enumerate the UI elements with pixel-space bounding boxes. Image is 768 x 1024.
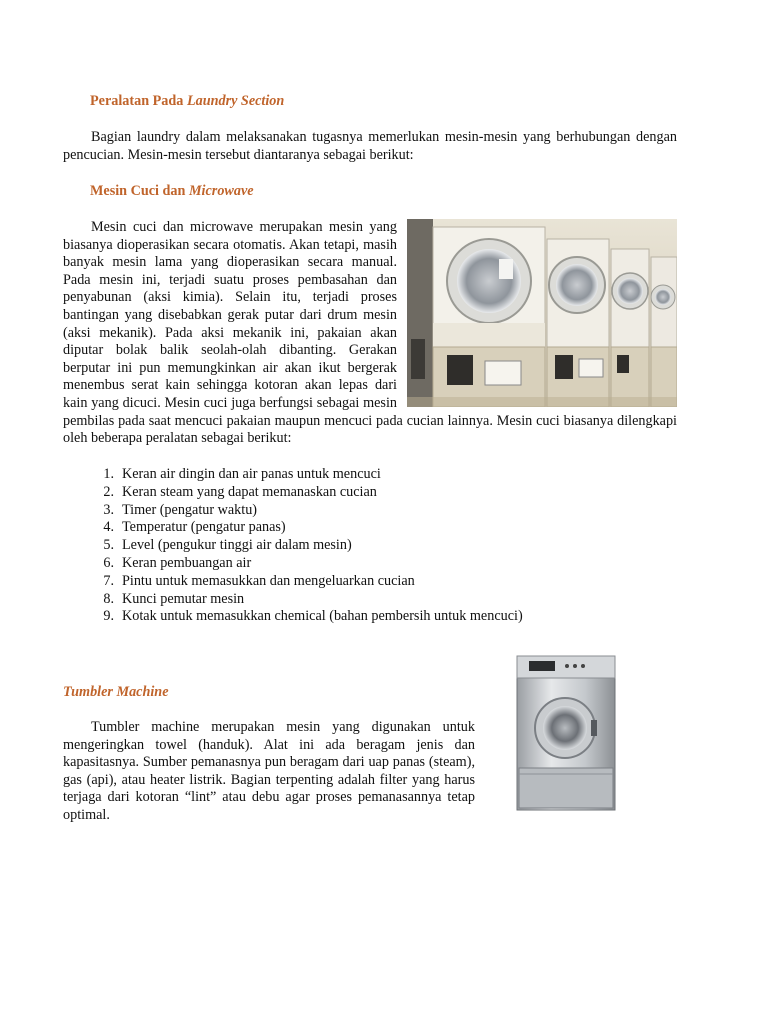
list-item: 5. Level (pengukur tinggi air dalam mesin) [103,537,352,554]
tumbler-paragraph [63,719,475,825]
washer-heading-plain: Mesin Cuci dan [90,183,186,199]
tumbler-dryer-photo [515,654,617,812]
section-heading [90,93,284,111]
list-item: 9. Kotak untuk memasukkan chemical (bahan pembersih untuk mencuci) [103,608,523,625]
washer-text: Mesin cuci dan microwave merupakan mesin yang biasanya dioperasikan secara otomatis. Akan tetapi, masih banyak mesin lama yang dioperasikan secara manual. Pada mesin ini, terjadi suatu proses pembasahan dan penyabunan (aksi kimia). Selain itu, terjadi proses bantingan yang disebabkan gerak putar dari drum mesin (aksi mekanik). Pada aksi mekanik ini, pakaian akan diputar bolak balik seolah-olah dibanting. Gerakan berputar ini pun memungkinkan air akan ikut bergerak menembus serat kain sehingga kotoran akan lepas dari kain yang dicuci. Mesin cuci juga berfungsi sebagai mesin pembilas pada saat mencuci pakaian maupun mencuci pada cucian lainnya. Mesin cuci biasanya dilengkapi oleh beberapa peralatan sebagai berikut: [63,219,677,447]
washing-machines-photo [407,219,677,407]
list-item: 8. Kunci pemutar mesin [103,590,245,607]
section-heading-italic: Laundry Section [186,93,285,109]
tumbler-heading [63,684,169,702]
equipment-list [90,466,650,626]
tumbler-heading-italic: Tumbler Machine [63,684,169,700]
list-item: 2. Keran steam yang dapat memanaskan cucian [103,483,377,500]
washer-heading-italic: Microwave [188,183,254,199]
intro-paragraph [63,129,677,164]
washer-heading [90,183,254,201]
intro-text: Bagian laundry dalam melaksanakan tugasnya memerlukan mesin-mesin yang berhubungan dengan pencucian. Mesin-mesin tersebut diantaranya sebagai berikut: [63,129,677,163]
washer-paragraph [63,219,677,448]
section-heading-plain: Peralatan Pada [90,93,184,109]
tumbler-text: Tumbler machine merupakan mesin yang digunakan untuk mengeringkan towel (handuk). Alat ini ada beragam jenis dan kapasitasnya. Sumber pemanasnya pun beragam dari uap panas (steam), gas (api), atau heater listrik. Bagian terpenting adalah filter yang harus terjaga dari kotoran “lint” atau debu agar proses pemanasannya tetap optimal. [63,719,475,823]
list-item: 1. Keran air dingin dan air panas untuk mencuci [103,466,381,482]
list-item: 4. Temperatur (pengatur panas) [103,519,286,536]
list-item: 6. Keran pembuangan air [103,554,252,571]
list-item: 7. Pintu untuk memasukkan dan mengeluarkan cucian [103,572,415,589]
list-item: 3. Timer (pengatur waktu) [103,501,258,518]
